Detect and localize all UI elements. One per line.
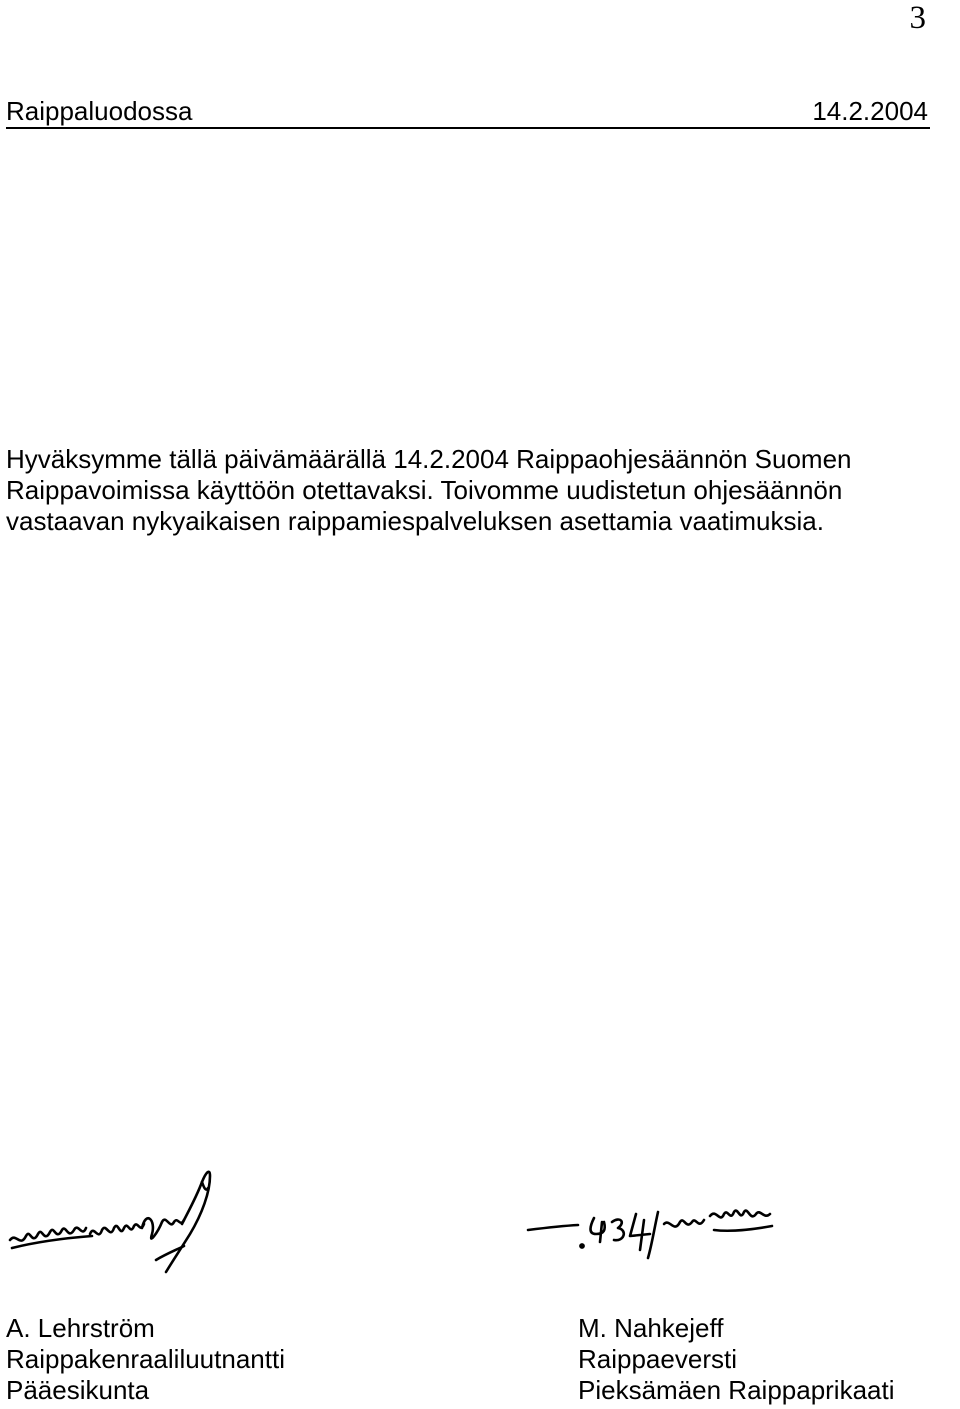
signature-lehrstrom (6, 1162, 226, 1280)
paragraph-line: Hyväksymme tällä päivämäärällä 14.2.2004 Raippaohjesäännön Suomen (6, 444, 852, 474)
approval-paragraph (6, 444, 946, 537)
signatory-unit: Pieksämäen Raippaprikaati (578, 1375, 895, 1405)
signatory-title: Raippakenraaliluutnantti (6, 1344, 285, 1374)
handwritten-signature-right (524, 1200, 780, 1266)
signatory-name: M. Nahkejeff (578, 1313, 724, 1343)
signatory-left (6, 1313, 285, 1406)
letter-header (6, 95, 930, 129)
signature-nahkejeff (524, 1200, 780, 1266)
handwritten-signature-left (6, 1162, 226, 1280)
header-place: Raippaluodossa (6, 96, 193, 126)
paragraph-line: vastaavan nykyaikaisen raippamiespalveluksen asettamia vaatimuksia. (6, 506, 824, 536)
paragraph-line: Raippavoimissa käyttöön otettavaksi. Toivomme uudistetun ohjesäännön (6, 475, 843, 505)
signatory-title: Raippaeversti (578, 1344, 737, 1374)
header-date: 14.2.2004 (812, 96, 928, 126)
page-number: 3 (909, 0, 926, 36)
signatory-unit: Pääesikunta (6, 1375, 150, 1405)
signatory-right (578, 1313, 895, 1406)
signatory-name: A. Lehrström (6, 1313, 155, 1343)
